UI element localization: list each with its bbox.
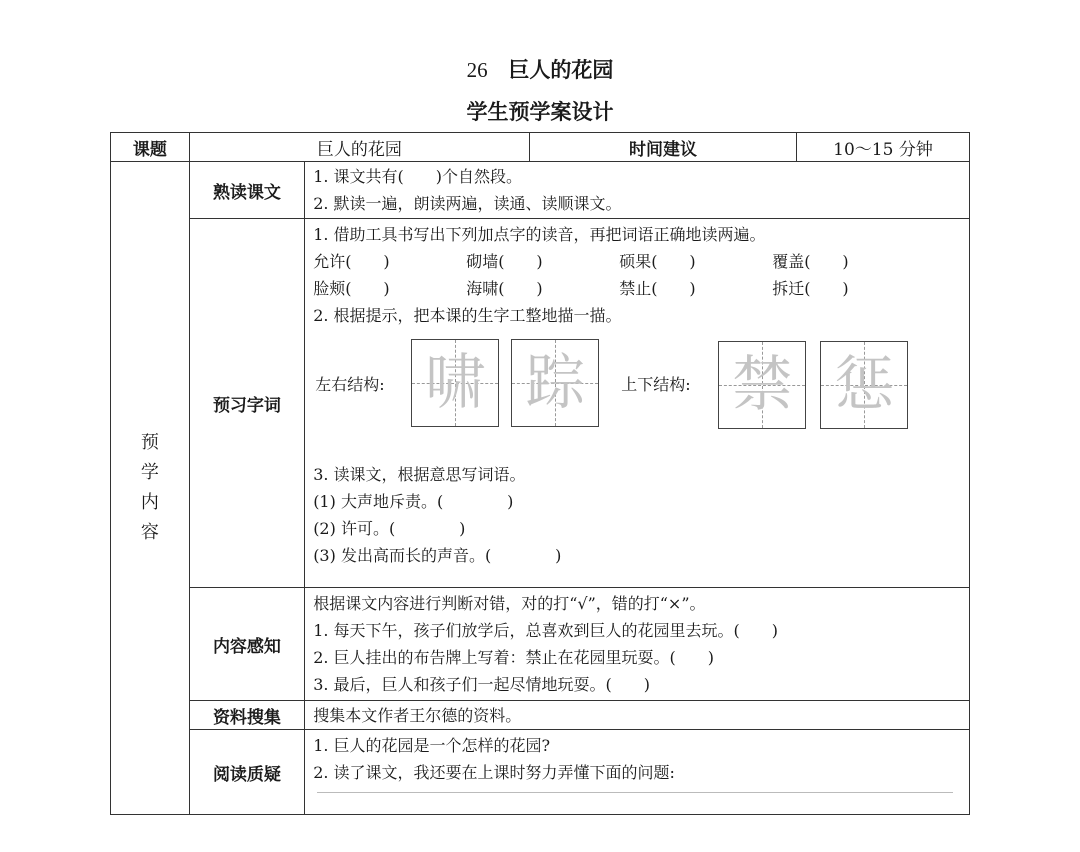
side-label: 预 学 内 容 bbox=[111, 162, 190, 815]
research-row bbox=[111, 701, 970, 730]
content-row bbox=[111, 588, 970, 701]
top-bottom-structure-label: 上下结构: bbox=[621, 375, 691, 394]
tracing-box-xiao[interactable]: 啸 bbox=[411, 339, 499, 427]
preview-content: 1. 借助工具书写出下列加点字的读音，再把词语正确地读两遍。 允许( ) 砌墙( ) 硕果( ) 覆盖( ) 脸颊( ) 海啸( ) 禁止( ) 拆迁( ) 2. 根据提示，把本课的生字工整地描一描。 左右结构: 啸 踪 上下结构: 禁 惩 3. 读课文，根据意思写词语。 (1) 大声地斥责。( ) (2) 许可。( ) (3) 发出高而长的声音。( ) bbox=[305, 219, 970, 588]
research-content: 搜集本文作者王尔德的资料。 bbox=[305, 701, 970, 730]
questions-content: 1. 巨人的花园是一个怎样的花园? 2. 读了课文，我还要在上课时努力弄懂下面的问题: bbox=[305, 730, 970, 815]
page-title bbox=[0, 54, 1080, 84]
reading-row bbox=[111, 162, 970, 219]
reading-label: 熟读课文 bbox=[189, 162, 305, 219]
lesson-title: 巨人的花园 bbox=[508, 58, 614, 82]
questions-row bbox=[111, 730, 970, 815]
research-label: 资料搜集 bbox=[189, 701, 305, 730]
content-content: 根据课文内容进行判断对错，对的打“√”，错的打“×”。 1. 每天下午，孩子们放学后，总喜欢到巨人的花园里去玩。( ) 2. 巨人挂出的布告牌上写着：禁止在花园里玩耍。( ) 3. 最后，巨人和孩子们一起尽情地玩耍。( ) bbox=[305, 588, 970, 701]
pinyin-words-row-1: 允许( ) 砌墙( ) 硕果( ) 覆盖( ) bbox=[313, 252, 849, 271]
course-label: 课题 bbox=[111, 133, 190, 162]
answer-line[interactable] bbox=[317, 792, 953, 797]
questions-label: 阅读质疑 bbox=[189, 730, 305, 815]
page-subtitle: 学生预学案设计 bbox=[466, 100, 614, 124]
tracing-box-cheng[interactable]: 惩 bbox=[820, 341, 908, 429]
course-value: 巨人的花园 bbox=[189, 133, 529, 162]
tracing-box-zong[interactable]: 踪 bbox=[511, 339, 599, 427]
left-right-structure-label: 左右结构: bbox=[315, 375, 385, 394]
preview-label: 预习字词 bbox=[189, 219, 305, 588]
header-row bbox=[111, 133, 970, 162]
content-label: 内容感知 bbox=[189, 588, 305, 701]
preview-row bbox=[111, 219, 970, 588]
time-label: 时间建议 bbox=[530, 133, 797, 162]
time-value: 10～15 分钟 bbox=[797, 133, 970, 162]
tracing-box-jin[interactable]: 禁 bbox=[718, 341, 806, 429]
reading-content: 1. 课文共有( )个自然段。 2. 默读一遍，朗读两遍，读通、读顺课文。 bbox=[305, 162, 970, 219]
preview-worksheet-table bbox=[110, 132, 970, 815]
pinyin-words-row-2: 脸颊( ) 海啸( ) 禁止( ) 拆迁( ) bbox=[313, 279, 849, 298]
lesson-number: 26 bbox=[466, 58, 488, 82]
tracing-area bbox=[313, 329, 969, 461]
